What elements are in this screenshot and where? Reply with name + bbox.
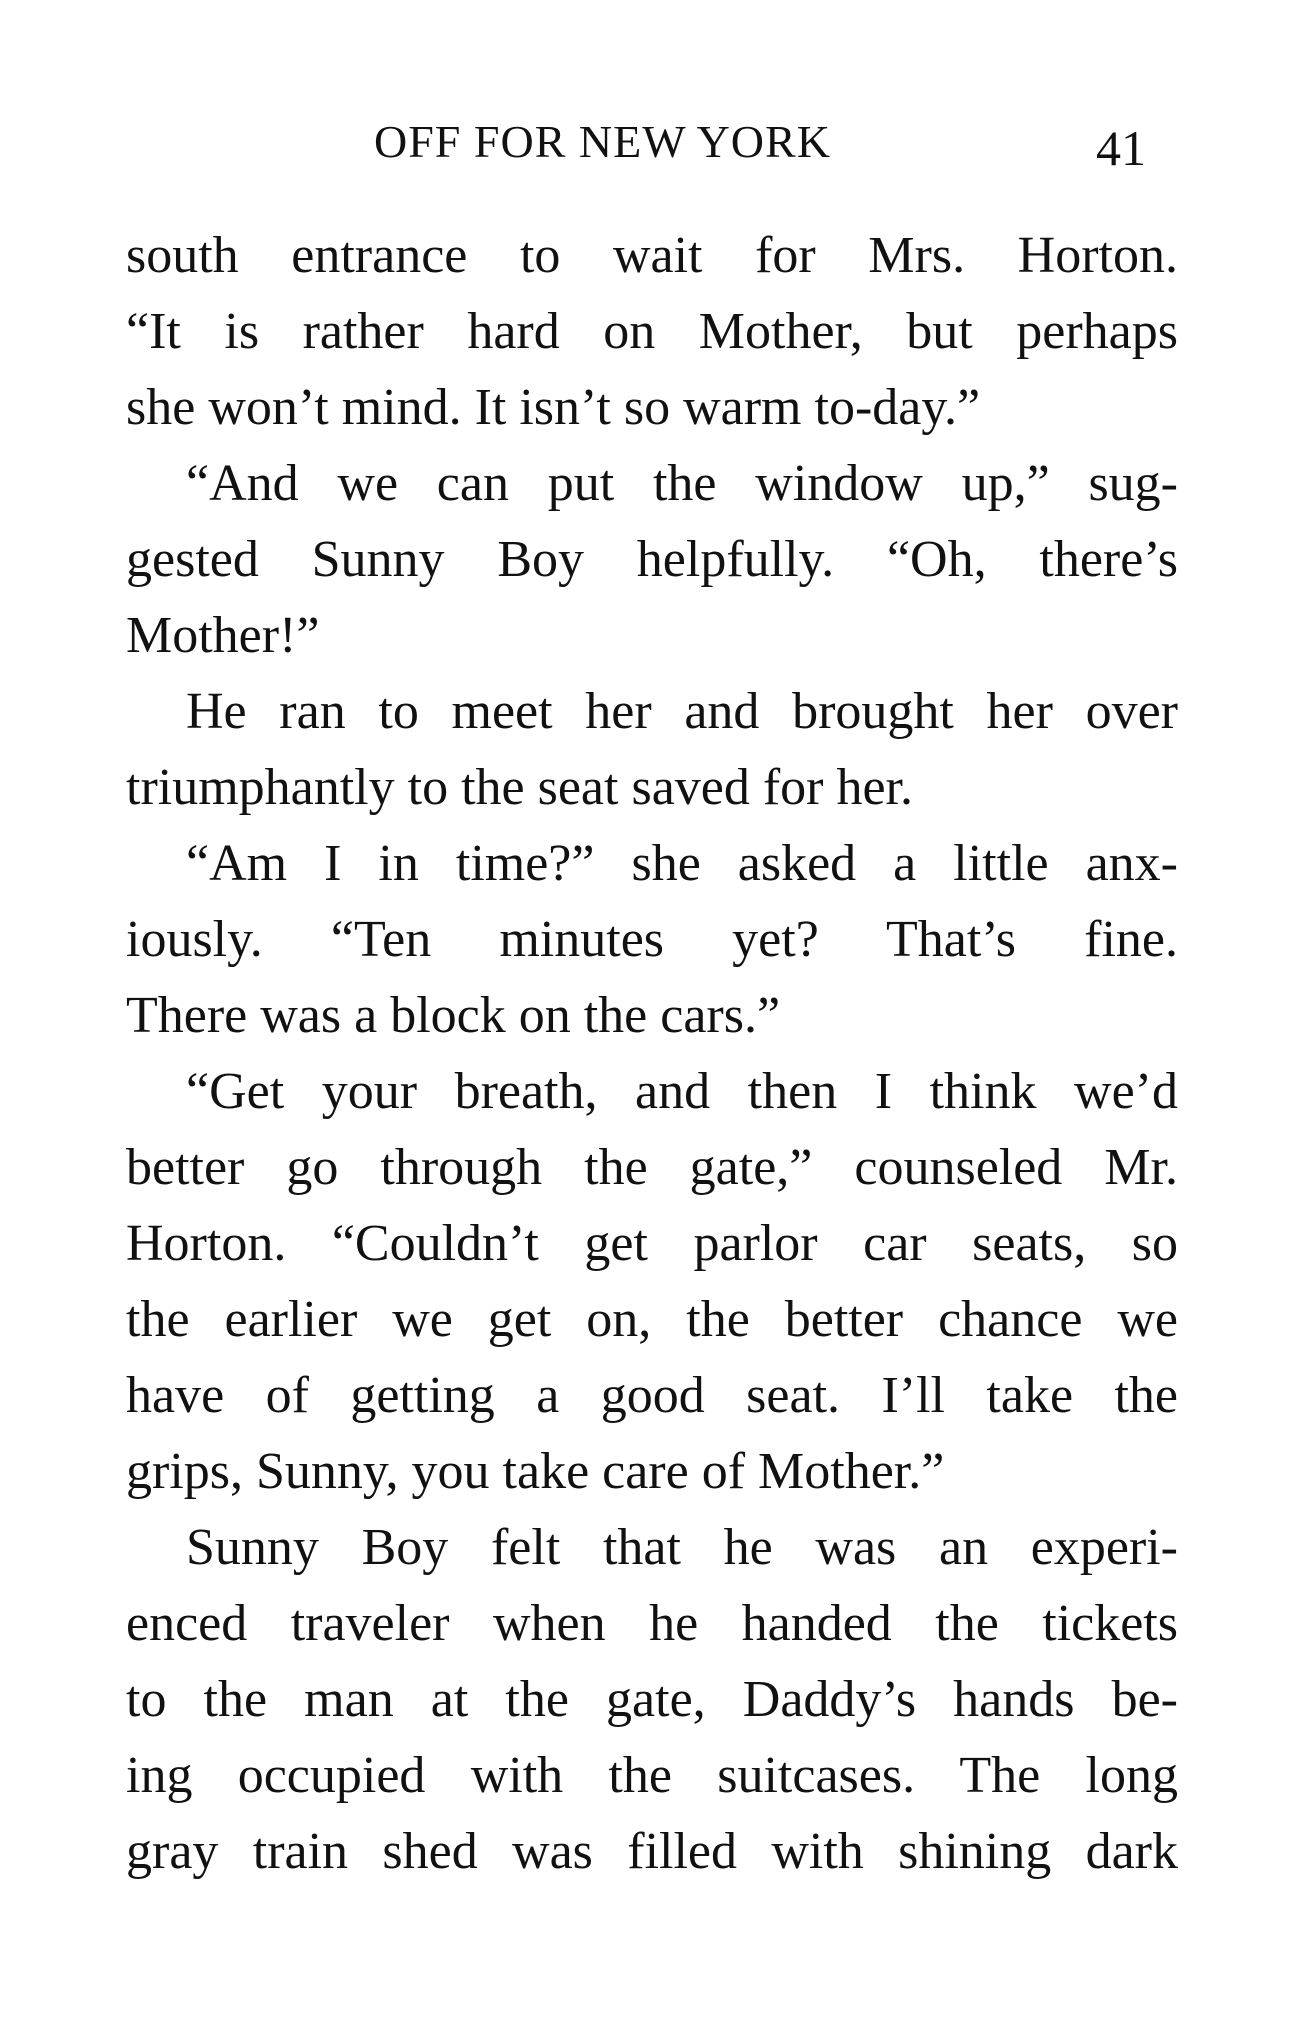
- running-head: [0, 112, 1299, 176]
- page-number: 41: [1096, 120, 1146, 176]
- body-text: [126, 218, 1178, 1890]
- text-line: Mother!”: [126, 607, 320, 664]
- text-line: There was a block on the cars.”: [126, 987, 781, 1044]
- text-line: to the man at the gate, Daddy’s hands be-: [126, 1671, 1178, 1728]
- text-line: Sunny Boy felt that he was an experi-: [186, 1519, 1178, 1576]
- text-line: she won’t mind. It isn’t so warm to-day.”: [126, 379, 981, 436]
- paragraph: [126, 674, 1178, 826]
- text-line: ing occupied with the suitcases. The long: [126, 1747, 1178, 1804]
- text-line: Horton. “Couldn’t get parlor car seats, so: [126, 1215, 1178, 1272]
- text-line: “Get your breath, and then I think we’d: [186, 1063, 1178, 1120]
- text-line: better go through the gate,” counseled Mr.: [126, 1139, 1178, 1196]
- paragraph: [126, 1510, 1178, 1890]
- text-line: south entrance to wait for Mrs. Horton.: [126, 227, 1178, 284]
- text-line: grips, Sunny, you take care of Mother.”: [126, 1443, 945, 1500]
- paragraph: [126, 826, 1178, 1054]
- text-line: triumphantly to the seat saved for her.: [126, 759, 914, 816]
- text-line: “Am I in time?” she asked a little anx-: [186, 835, 1178, 892]
- text-line: the earlier we get on, the better chance we: [126, 1291, 1178, 1348]
- paragraph: [126, 1054, 1178, 1510]
- text-line: gested Sunny Boy helpfully. “Oh, there’s: [126, 531, 1178, 588]
- text-line: iously. “Ten minutes yet? That’s fine.: [126, 911, 1178, 968]
- paragraph: [126, 218, 1178, 446]
- text-line: “It is rather hard on Mother, but perhaps: [126, 303, 1178, 360]
- paragraph: [126, 446, 1178, 674]
- text-line: enced traveler when he handed the tickets: [126, 1595, 1178, 1652]
- text-line: He ran to meet her and brought her over: [186, 683, 1178, 740]
- text-line: gray train shed was filled with shining dark: [126, 1823, 1178, 1880]
- text-line: “And we can put the window up,” sug-: [186, 455, 1178, 512]
- text-line: have of getting a good seat. I’ll take the: [126, 1367, 1178, 1424]
- running-title: OFF FOR NEW YORK: [374, 116, 831, 167]
